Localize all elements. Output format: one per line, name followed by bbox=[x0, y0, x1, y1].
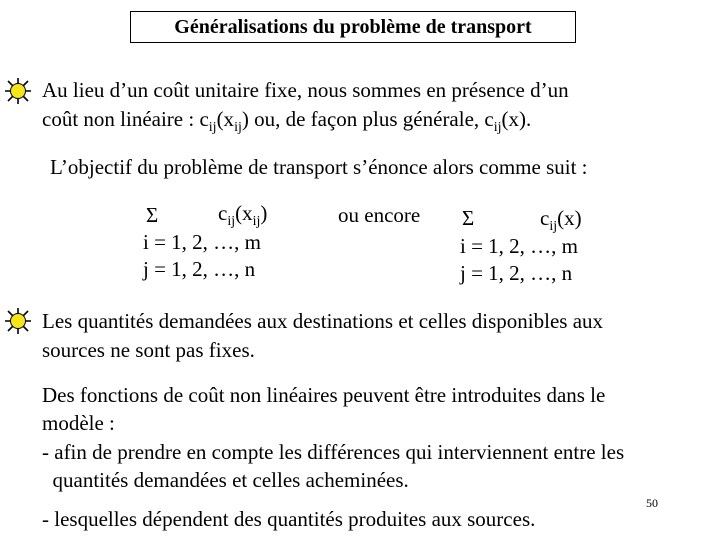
paragraph-line1: Des fonctions de coût non linéaires peuvent être introduites dans le bbox=[42, 383, 606, 407]
objective-line: L’objectif du problème de transport s’énonce alors comme suit : bbox=[50, 155, 588, 179]
paragraph-line5: - lesquelles dépendent des quantités produites aux sources. bbox=[42, 507, 536, 531]
paragraph-line4: quantités demandées et celles acheminées. bbox=[42, 468, 409, 492]
slide-number: 50 bbox=[646, 496, 658, 510]
paragraph-line2: modèle : bbox=[42, 411, 115, 435]
formula-left-term: $c_{ij}(x_{ij})$ bbox=[218, 201, 268, 229]
bullet1-line2: coût non linéaire : $c_{ij}(x_{ij})$ ou, de façon plus générale, $c_{ij}(x)$. bbox=[42, 107, 532, 135]
paragraph-line3: - afin de prendre en compte les différences qui interviennent entre les bbox=[42, 440, 625, 464]
formula-right-term: $c_{ij}(x)$ bbox=[540, 206, 582, 234]
bullet2-line1: Les quantités demandées aux destinations et celles disponibles aux bbox=[42, 309, 604, 333]
formula-left-row-i: i = 1, 2, …, m bbox=[143, 230, 262, 254]
bullet1-line1: Au lieu d’un coût unitaire fixe, nous sommes en présence d’un bbox=[42, 78, 569, 102]
formula-right-row-i: i = 1, 2, …, m bbox=[460, 234, 579, 258]
or-else-text: ou encore bbox=[338, 203, 421, 227]
bullet2-line2: sources ne sont pas fixes. bbox=[42, 338, 255, 362]
slide-title: Généralisations du problème de transport bbox=[130, 11, 576, 43]
sun-bullet-icon bbox=[3, 76, 33, 106]
formula-right-sigma: Σ bbox=[462, 206, 475, 230]
formula-left-sigma: Σ bbox=[146, 203, 159, 227]
sun-bullet-icon bbox=[3, 306, 33, 336]
formula-left-row-j: j = 1, 2, …, n bbox=[143, 257, 256, 281]
formula-right-row-j: j = 1, 2, …, n bbox=[460, 261, 573, 285]
